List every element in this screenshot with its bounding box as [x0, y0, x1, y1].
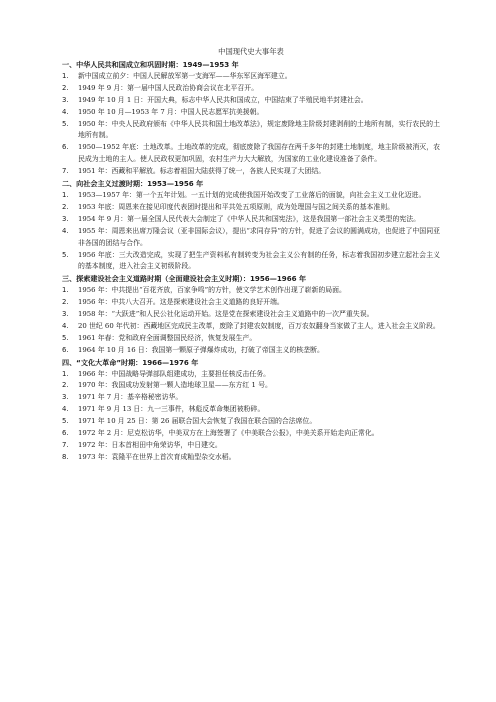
list-item-text: 1971 年 9 月 13 日：九一三事件，林彪反革命集团被粉碎。 [78, 405, 265, 414]
list-item [62, 250, 440, 274]
list-item-text: 1966 年：中国战略导弹部队组建成功，主要担任核反击任务。 [78, 369, 270, 378]
section-heading: 三、探索建设社会主义道路时期（全面建设社会主义时期）：1956—1966 年 [62, 274, 307, 284]
list-item [62, 452, 440, 464]
list-item-number: 1. [62, 71, 69, 80]
list-item [62, 321, 440, 333]
document-body [62, 59, 440, 464]
list-item [62, 95, 440, 107]
section [62, 357, 440, 464]
list-item-number: 3. [62, 214, 69, 223]
list-item [62, 440, 440, 452]
section [62, 178, 440, 273]
list-item-number: 2. [62, 298, 69, 307]
list-item [62, 71, 440, 83]
list-item-number: 6. [62, 345, 69, 354]
list-item-text: 1956 年：中共提出“百花齐放，百家争鸣”的方针，使文学艺术创作出现了崭新的局面。 [78, 286, 346, 295]
list-item [62, 166, 440, 178]
list-item-text: 1955 年：周恩来出席万隆会议（亚非国际会议），提出“求同存异”的方针，促进了会议的圆满成功，也促进了中国同亚非各国的团结与合作。 [78, 226, 440, 247]
list-item-number: 2. [62, 381, 69, 390]
list-item-number: 1. [62, 369, 69, 378]
list-item-number: 8. [62, 452, 69, 461]
list-item [62, 428, 440, 440]
list-item-number: 2. [62, 83, 69, 92]
list-item [62, 226, 440, 250]
list-item-number: 4. [62, 226, 69, 235]
list-item-text: 1956 年：中共八大召开。这是探索建设社会主义道路的良好开端。 [78, 298, 284, 307]
list-item-number: 5. [62, 119, 69, 128]
list-item [62, 416, 440, 428]
list-item-text: 新中国成立前夕：中国人民解放军第一支海军——华东军区海军建立。 [78, 71, 292, 80]
list-item-number: 3. [62, 95, 69, 104]
list-item-number: 5. [62, 417, 69, 426]
list-item-number: 5. [62, 250, 69, 259]
list-item-number: 3. [62, 393, 69, 402]
list-item-text: 1970 年：我国成功发射第一颗人造地球卫星——东方红 1 号。 [78, 381, 272, 390]
section [62, 273, 440, 356]
list-item [62, 392, 440, 404]
list-item-text: 1961 年春：党和政府全面调整国民经济，恢复发展生产。 [78, 333, 257, 342]
section-heading: 一、中华人民共和国成立和巩固时期：1949—1953 年 [62, 60, 239, 69]
list-item-number: 5. [62, 333, 69, 342]
list-item-number: 3. [62, 310, 69, 319]
list-item-number: 1. [62, 190, 69, 199]
section [62, 59, 440, 178]
list-item-text: 1949 年 10 月 1 日：开国大典，标志中华人民共和国成立，中国结束了半殖民地半封建社会。 [78, 95, 368, 104]
list-item [62, 142, 440, 166]
section-heading: 四、“文化大革命”时期：1966—1976 年 [62, 357, 199, 367]
list-item [62, 285, 440, 297]
list-item-text: 1951 年：西藏和平解放。标志着祖国大陆获得了统一，各族人民实现了大团结。 [78, 167, 326, 176]
list-item-text: 1956 年底：三大改造完成，实现了把生产资料私有制转变为社会主义公有制的任务，标志着我国初步建立起社会主义的基本制度，进入社会主义初级阶段。 [78, 250, 440, 271]
list-item-text: 1958 年：“大跃进”和人民公社化运动开始。这是党在探索建设社会主义道路中的一次严重失误。 [78, 310, 374, 319]
list-item-text: 20 世纪 60 年代初：西藏地区完成民主改革，废除了封建农奴制度，百万农奴翻身当家做了主人，进入社会主义阶段。 [78, 321, 440, 330]
list-item-number: 7. [62, 441, 69, 449]
list-item-number: 6. [62, 143, 69, 152]
section-heading: 二、向社会主义过渡时期：1953—1956 年 [62, 179, 204, 189]
list-item [62, 107, 440, 119]
list-item-number: 4. [62, 107, 69, 116]
list-item-number: 4. [62, 405, 69, 414]
list-item-text: 1972 年 2 月：尼克松访华，中美双方在上海签署了《中美联合公报》，中美关系开始走向正常化。 [78, 429, 379, 438]
list-item [62, 309, 440, 321]
list-item-text: 1973 年：袁隆平在世界上首次育成籼型杂交水稻。 [78, 452, 236, 461]
list-item-number: 2. [62, 202, 69, 211]
list-item-text: 1972 年：日本首相田中角荣访华，中日建交。 [78, 441, 222, 449]
list-item [62, 380, 440, 392]
list-item-text: 1971 年 7 月：基辛格秘密访华。 [78, 393, 183, 402]
list-item [62, 119, 440, 143]
list-item [62, 369, 440, 381]
list-item [62, 333, 440, 345]
list-item-number: 7. [62, 167, 69, 176]
list-item-text: 1950 年：中央人民政府颁布《中华人民共和国土地改革法》，规定废除地主阶级封建剥削的土地所有制，实行农民的土地所有制。 [78, 119, 440, 140]
list-item-text: 1953 年底：周恩来在接见印度代表团时提出和平共处五项原则，成为处理国与国之间关系的基本准则。 [78, 202, 395, 211]
list-item-text: 1964 年 10 月 16 日：我国第一颗原子弹爆炸成功，打破了帝国主义的核垄断。 [78, 345, 324, 354]
list-item-text: 1950 年 10 月—1953 年 7 月：中国人民志愿军抗美援朝。 [78, 107, 264, 116]
list-item-number: 4. [62, 321, 69, 330]
list-item-number: 1. [62, 286, 69, 295]
list-item-text: 1954 年 9 月：第一届全国人民代表大会制定了《中华人民共和国宪法》，这是我国第一部社会主义类型的宪法。 [78, 214, 421, 223]
list-item-text: 1949 年 9 月：第一届中国人民政治协商会议在北平召开。 [78, 83, 259, 92]
list-item [62, 83, 440, 95]
list-item [62, 345, 440, 357]
list-item [62, 214, 440, 226]
list-item [62, 190, 440, 202]
list-item-number: 6. [62, 429, 69, 438]
list-item-text: 1953—1957 年：第一个五年计划。一五计划的完成使我国开始改变了工业落后的面貌，向社会主义工业化迈进。 [78, 190, 426, 199]
document-title: 中国现代史大事年表 [218, 47, 284, 56]
list-item [62, 297, 440, 309]
list-item-text: 1950—1952 年底：土地改革。土地改革的完成，彻底废除了我国存在两千多年的封建土地制度，地主阶级被消灭，农民成为土地的主人。使人民政权更加巩固，农村生产力大大解放，为国家的工业化建设准备了条件。 [78, 143, 440, 164]
list-item [62, 202, 440, 214]
list-item-text: 1971 年 10 月 25 日：第 26 届联合国大会恢复了我国在联合国的合法席位。 [78, 417, 317, 426]
document-page [62, 46, 440, 464]
list-item [62, 404, 440, 416]
